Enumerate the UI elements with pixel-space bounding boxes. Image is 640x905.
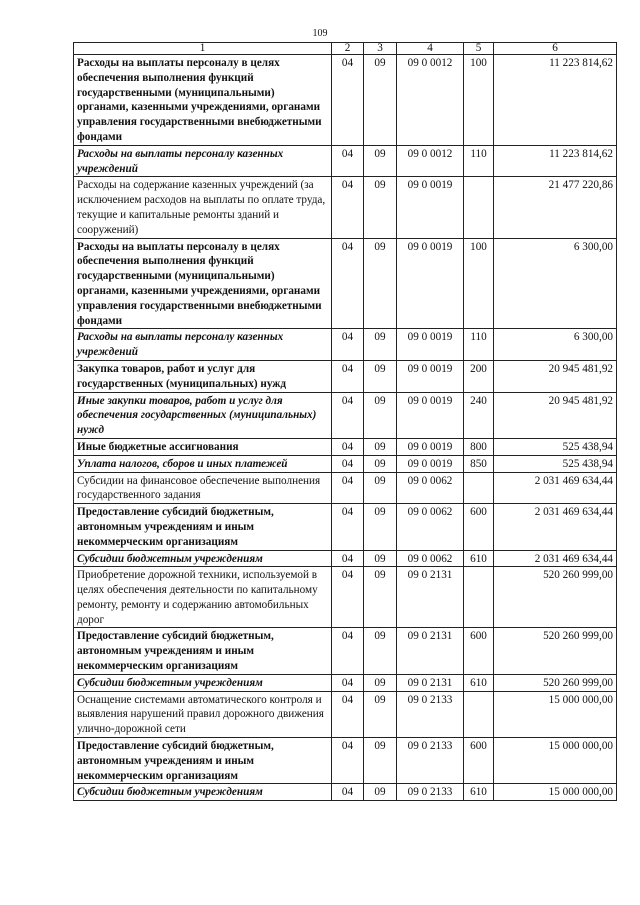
header-col-6: 6 <box>494 43 617 55</box>
table-row <box>74 504 617 550</box>
table-row <box>74 145 617 177</box>
row-expense-type-cell: 600 <box>464 504 494 550</box>
row-target-code-cell: 09 0 0019 <box>397 455 464 472</box>
row-expense-type-cell: 110 <box>464 329 494 361</box>
row-name-cell: Предоставление субсидий бюджетным, автономным учреждениям и иным некоммерческим организациям <box>74 738 332 784</box>
table-row <box>74 455 617 472</box>
row-name-cell: Расходы на выплаты персоналу казенных учреждений <box>74 145 332 177</box>
table-row <box>74 628 617 674</box>
row-section-cell: 04 <box>332 504 364 550</box>
row-amount-cell: 525 438,94 <box>494 455 617 472</box>
row-section-cell: 04 <box>332 691 364 737</box>
row-target-code-cell: 09 0 2133 <box>397 691 464 737</box>
row-target-code-cell: 09 0 0019 <box>397 360 464 392</box>
row-name-cell: Уплата налогов, сборов и иных платежей <box>74 455 332 472</box>
page-number: 109 <box>312 28 328 39</box>
budget-table <box>73 42 617 801</box>
row-subsection-cell: 09 <box>364 472 397 504</box>
row-section-cell: 04 <box>332 177 364 238</box>
row-expense-type-cell: 610 <box>464 550 494 567</box>
table-row <box>74 472 617 504</box>
row-name-cell: Расходы на выплаты персоналу в целях обеспечения выполнения функций государственными (муниципальными) органами, казенными учреждениями, органами управления государственными внебюджетными фондами <box>74 55 332 146</box>
row-amount-cell: 2 031 469 634,44 <box>494 472 617 504</box>
row-amount-cell: 15 000 000,00 <box>494 784 617 801</box>
row-name-cell: Расходы на содержание казенных учреждений (за исключением расходов на выплаты по оплате труда, текущие и капитальные ремонты зданий и сооружений) <box>74 177 332 238</box>
row-subsection-cell: 09 <box>364 392 397 438</box>
row-subsection-cell: 09 <box>364 504 397 550</box>
row-expense-type-cell: 100 <box>464 238 494 329</box>
row-amount-cell: 6 300,00 <box>494 238 617 329</box>
row-section-cell: 04 <box>332 145 364 177</box>
row-subsection-cell: 09 <box>364 738 397 784</box>
table-row <box>74 567 617 628</box>
table-row <box>74 55 617 146</box>
row-expense-type-cell: 100 <box>464 55 494 146</box>
row-name-cell: Иные бюджетные ассигнования <box>74 438 332 455</box>
row-expense-type-cell: 240 <box>464 392 494 438</box>
row-target-code-cell: 09 0 2131 <box>397 628 464 674</box>
row-amount-cell: 20 945 481,92 <box>494 360 617 392</box>
header-col-5: 5 <box>464 43 494 55</box>
row-amount-cell: 525 438,94 <box>494 438 617 455</box>
row-amount-cell: 15 000 000,00 <box>494 691 617 737</box>
row-name-cell: Субсидии бюджетным учреждениям <box>74 674 332 691</box>
row-amount-cell: 520 260 999,00 <box>494 567 617 628</box>
row-subsection-cell: 09 <box>364 145 397 177</box>
row-section-cell: 04 <box>332 567 364 628</box>
row-subsection-cell: 09 <box>364 628 397 674</box>
row-subsection-cell: 09 <box>364 329 397 361</box>
row-section-cell: 04 <box>332 628 364 674</box>
row-name-cell: Расходы на выплаты персоналу в целях обеспечения выполнения функций государственными (муниципальными) органами, казенными учреждениями, органами управления государственными внебюджетными фондами <box>74 238 332 329</box>
table-row <box>74 674 617 691</box>
row-subsection-cell: 09 <box>364 455 397 472</box>
table-row <box>74 177 617 238</box>
row-name-cell: Субсидии на финансовое обеспечение выполнения государственного задания <box>74 472 332 504</box>
row-section-cell: 04 <box>332 329 364 361</box>
row-target-code-cell: 09 0 0019 <box>397 177 464 238</box>
row-amount-cell: 21 477 220,86 <box>494 177 617 238</box>
row-expense-type-cell <box>464 567 494 628</box>
row-expense-type-cell: 600 <box>464 628 494 674</box>
row-name-cell: Иные закупки товаров, работ и услуг для обеспечения государственных (муниципальных) нужд <box>74 392 332 438</box>
row-target-code-cell: 09 0 0062 <box>397 504 464 550</box>
row-expense-type-cell <box>464 177 494 238</box>
row-subsection-cell: 09 <box>364 177 397 238</box>
row-subsection-cell: 09 <box>364 567 397 628</box>
row-target-code-cell: 09 0 0019 <box>397 392 464 438</box>
row-name-cell: Субсидии бюджетным учреждениям <box>74 784 332 801</box>
row-section-cell: 04 <box>332 360 364 392</box>
row-subsection-cell: 09 <box>364 438 397 455</box>
row-name-cell: Закупка товаров, работ и услуг для государственных (муниципальных) нужд <box>74 360 332 392</box>
row-expense-type-cell <box>464 691 494 737</box>
row-subsection-cell: 09 <box>364 55 397 146</box>
row-subsection-cell: 09 <box>364 550 397 567</box>
row-target-code-cell: 09 0 2133 <box>397 738 464 784</box>
row-target-code-cell: 09 0 2131 <box>397 674 464 691</box>
row-amount-cell: 11 223 814,62 <box>494 55 617 146</box>
row-expense-type-cell: 610 <box>464 784 494 801</box>
row-section-cell: 04 <box>332 674 364 691</box>
row-name-cell: Субсидии бюджетным учреждениям <box>74 550 332 567</box>
row-amount-cell: 11 223 814,62 <box>494 145 617 177</box>
header-col-3: 3 <box>364 43 397 55</box>
table-row <box>74 238 617 329</box>
row-amount-cell: 2 031 469 634,44 <box>494 550 617 567</box>
row-target-code-cell: 09 0 0019 <box>397 238 464 329</box>
row-section-cell: 04 <box>332 784 364 801</box>
row-target-code-cell: 09 0 2131 <box>397 567 464 628</box>
row-expense-type-cell: 600 <box>464 738 494 784</box>
row-expense-type-cell: 800 <box>464 438 494 455</box>
row-subsection-cell: 09 <box>364 238 397 329</box>
row-name-cell: Расходы на выплаты персоналу казенных учреждений <box>74 329 332 361</box>
table-row <box>74 392 617 438</box>
header-col-1: 1 <box>74 43 332 55</box>
row-name-cell: Предоставление субсидий бюджетным, автономным учреждениям и иным некоммерческим организациям <box>74 504 332 550</box>
table-row <box>74 329 617 361</box>
row-subsection-cell: 09 <box>364 360 397 392</box>
row-expense-type-cell: 850 <box>464 455 494 472</box>
row-expense-type-cell <box>464 472 494 504</box>
row-target-code-cell: 09 0 0062 <box>397 472 464 504</box>
row-section-cell: 04 <box>332 472 364 504</box>
row-expense-type-cell: 610 <box>464 674 494 691</box>
row-section-cell: 04 <box>332 392 364 438</box>
row-target-code-cell: 09 0 0019 <box>397 438 464 455</box>
row-target-code-cell: 09 0 2133 <box>397 784 464 801</box>
row-section-cell: 04 <box>332 455 364 472</box>
row-subsection-cell: 09 <box>364 691 397 737</box>
table-row <box>74 438 617 455</box>
table-row <box>74 784 617 801</box>
row-amount-cell: 15 000 000,00 <box>494 738 617 784</box>
row-section-cell: 04 <box>332 238 364 329</box>
table-row <box>74 360 617 392</box>
row-name-cell: Оснащение системами автоматического контроля и выявления нарушений правил дорожного движения улично-дорожной сети <box>74 691 332 737</box>
row-amount-cell: 6 300,00 <box>494 329 617 361</box>
row-amount-cell: 520 260 999,00 <box>494 628 617 674</box>
row-subsection-cell: 09 <box>364 674 397 691</box>
row-name-cell: Предоставление субсидий бюджетным, автономным учреждениям и иным некоммерческим организациям <box>74 628 332 674</box>
row-target-code-cell: 09 0 0012 <box>397 145 464 177</box>
row-section-cell: 04 <box>332 438 364 455</box>
table-header-row <box>74 43 617 55</box>
table-row <box>74 550 617 567</box>
table-row <box>74 691 617 737</box>
header-col-4: 4 <box>397 43 464 55</box>
row-name-cell: Приобретение дорожной техники, используемой в целях обеспечения деятельности по капитальному ремонту, ремонту и содержанию автомобильных дорог <box>74 567 332 628</box>
row-amount-cell: 20 945 481,92 <box>494 392 617 438</box>
row-section-cell: 04 <box>332 550 364 567</box>
row-amount-cell: 520 260 999,00 <box>494 674 617 691</box>
row-target-code-cell: 09 0 0062 <box>397 550 464 567</box>
header-col-2: 2 <box>332 43 364 55</box>
table-row <box>74 738 617 784</box>
row-expense-type-cell: 200 <box>464 360 494 392</box>
row-section-cell: 04 <box>332 55 364 146</box>
row-target-code-cell: 09 0 0012 <box>397 55 464 146</box>
row-subsection-cell: 09 <box>364 784 397 801</box>
row-section-cell: 04 <box>332 738 364 784</box>
row-amount-cell: 2 031 469 634,44 <box>494 504 617 550</box>
row-expense-type-cell: 110 <box>464 145 494 177</box>
row-target-code-cell: 09 0 0019 <box>397 329 464 361</box>
